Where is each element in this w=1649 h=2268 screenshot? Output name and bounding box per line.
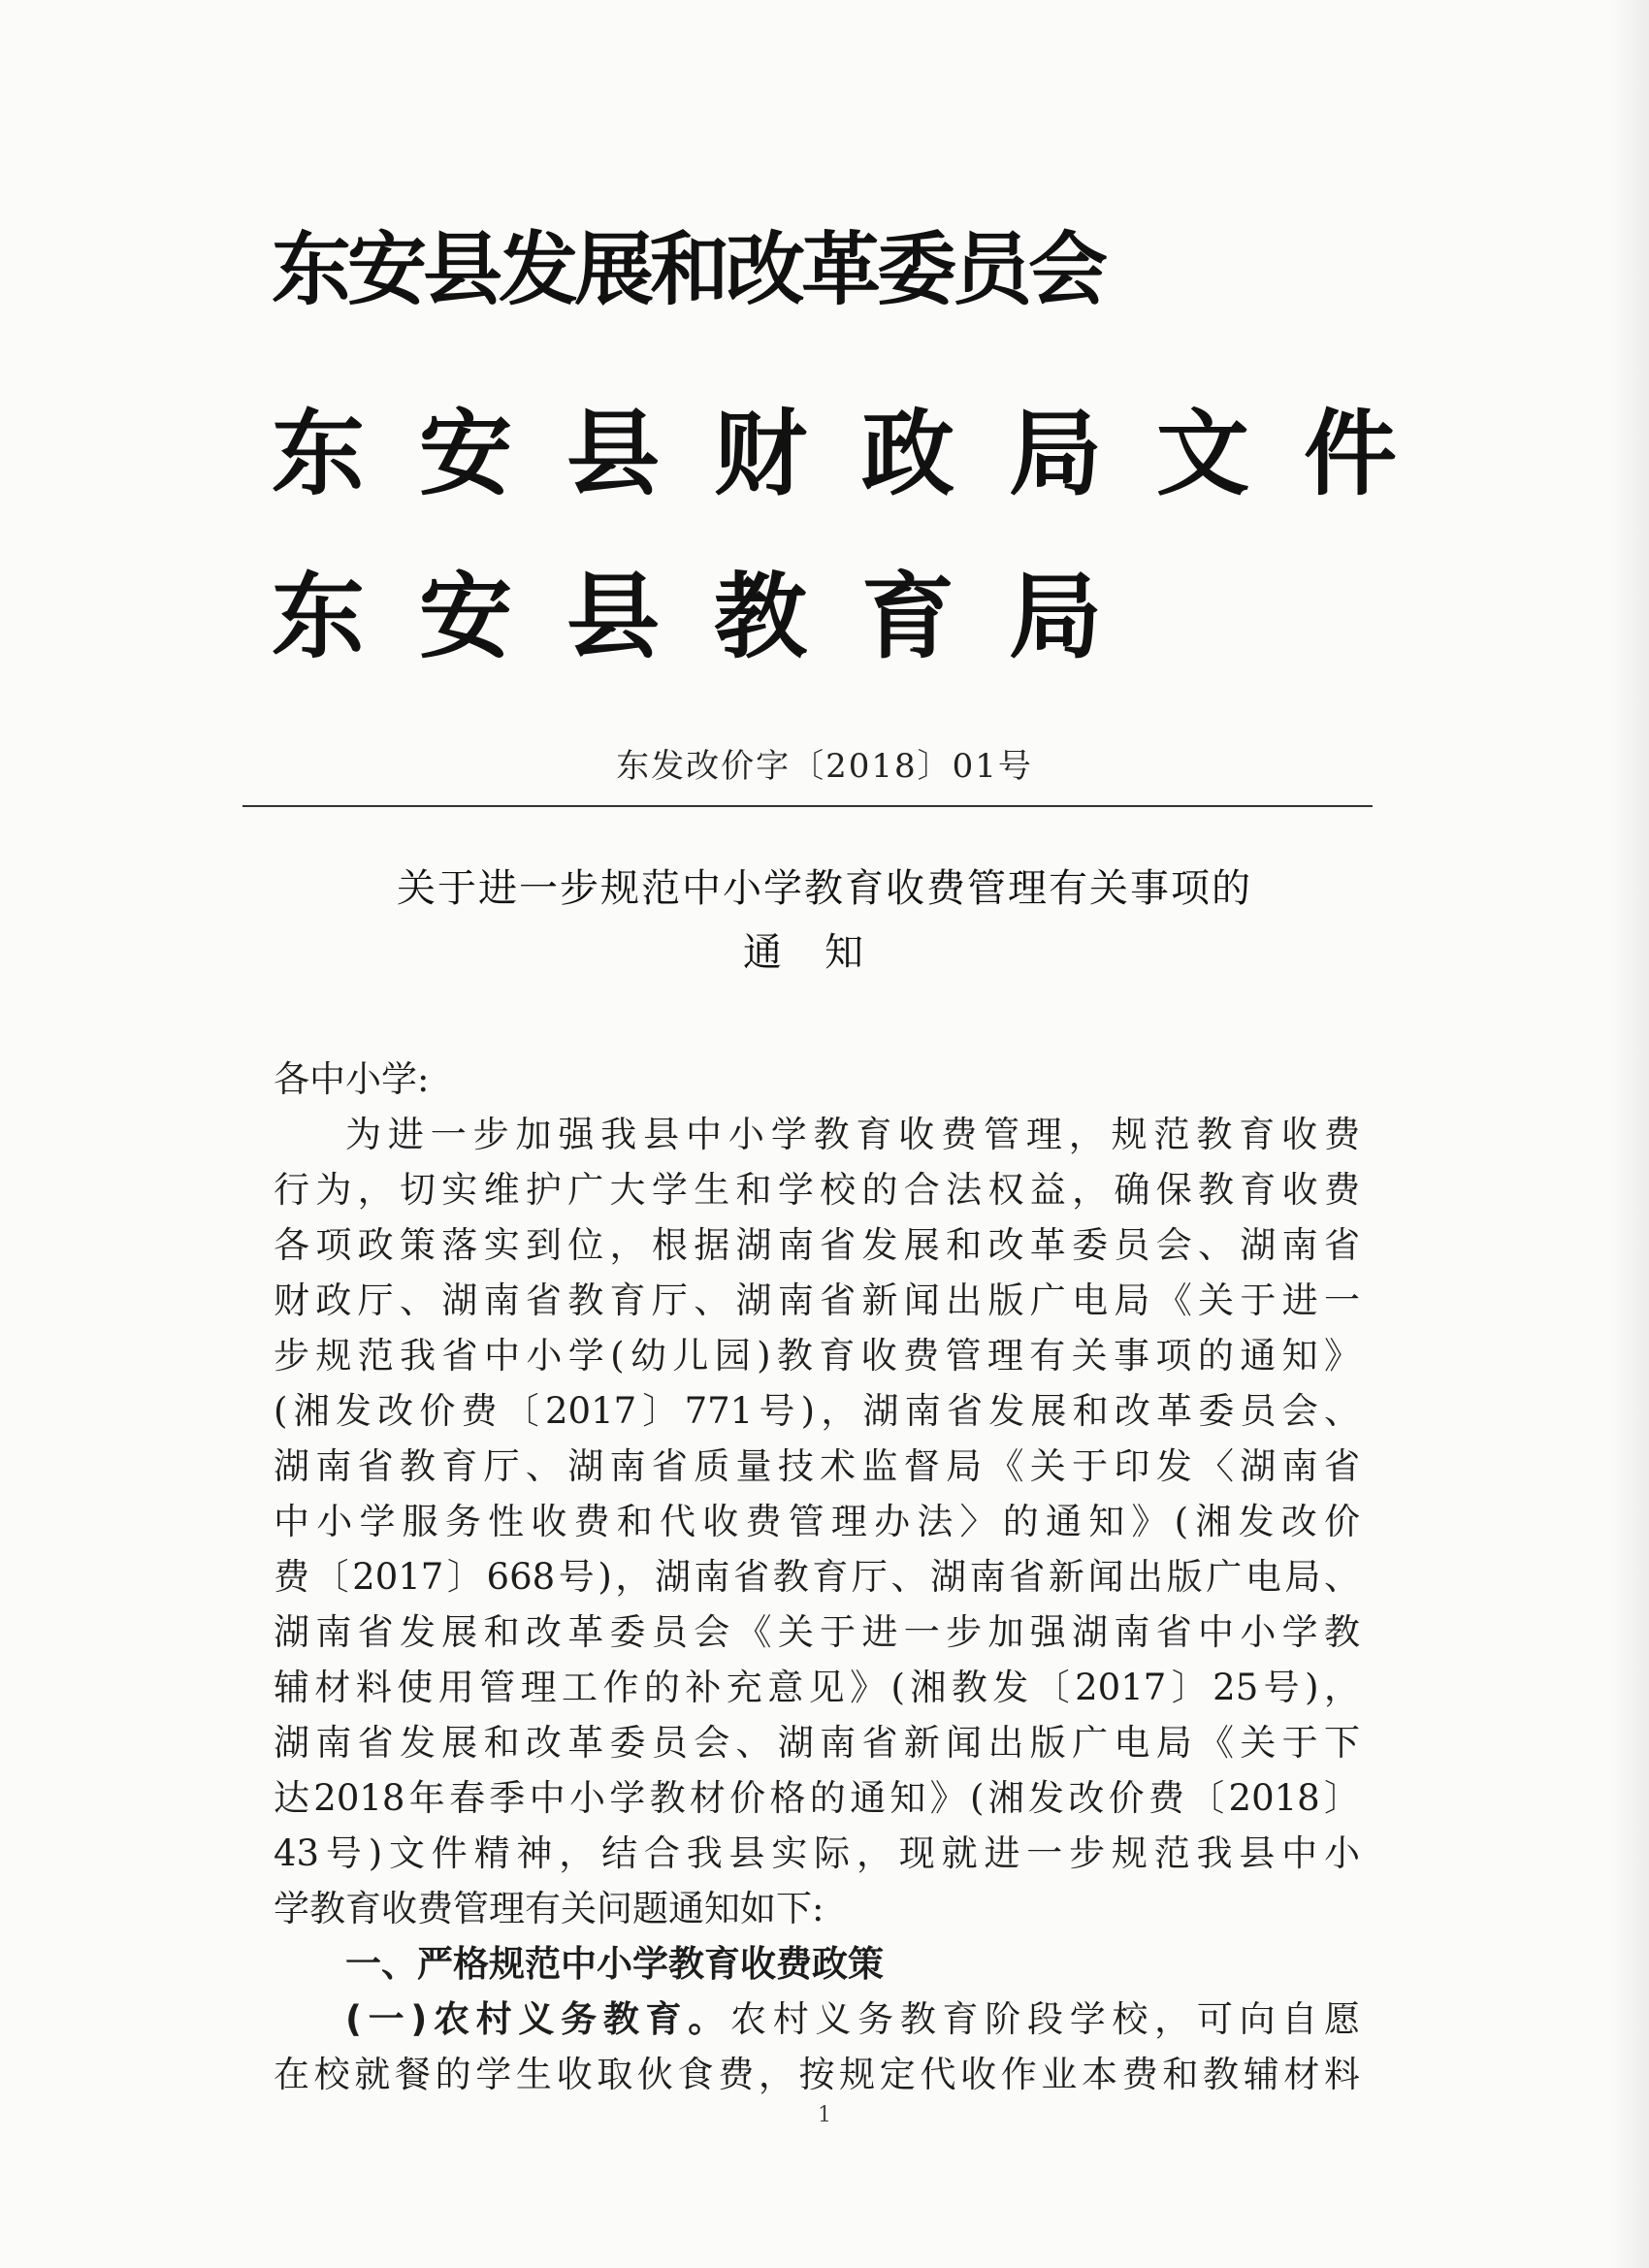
salutation: 各中小学: [274,1058,430,1100]
paragraph-line: 辅材料使用管理工作的补充意见》(湘教发〔2017〕25号)， [274,1667,1360,1708]
header-separator-rule [242,805,1373,807]
paragraph-line: 43号)文件精神，结合我县实际，现就进一步规范我县中小 [274,1832,1360,1874]
paragraph-line: 各项政策落实到位，根据湖南省发展和改革委员会、湖南省 [274,1224,1360,1266]
paragraph-line: 财政厅、湖南省教育厅、湖南省新闻出版广电局《关于进一 [274,1280,1360,1321]
paragraph-line: 中小学服务性收费和代收费管理办法〉的通知》(湘发改价 [274,1501,1360,1542]
paragraph-line: 湖南省发展和改革委员会《关于进一步加强湖南省中小学教 [274,1611,1360,1653]
paragraph-line: 步规范我省中小学(幼儿园)教育收费管理有关事项的通知》 [274,1335,1360,1377]
document-body [274,1052,1360,2102]
paragraph-line: 学教育收费管理有关问题通知如下: [274,1888,824,1929]
paragraph-line: 湖南省教育厅、湖南省质量技术监督局《关于印发〈湖南省 [274,1445,1360,1487]
issuer-header-line-1: 东安县发展和改革委员会 [272,224,1105,316]
issuer-header-line-3: 东安县教育局 [272,563,1156,671]
section-heading: 一、严格规范中小学教育收费政策 [345,1943,884,1985]
document-title-line-1: 关于进一步规范中小学教育收费管理有关事项的 [397,866,1252,911]
paragraph-line: 费〔2017〕668号)，湖南省教育厅、湖南省新闻出版广电局、 [274,1556,1360,1598]
paragraph-line: 为进一步加强我县中小学教育收费管理，规范教育收费 [345,1114,1360,1155]
item-text: 农村义务教育阶段学校，可向自愿 [729,1998,1361,2040]
paragraph-line: (湘发改价费〔2017〕771号)，湖南省发展和改革委员会、 [274,1390,1360,1432]
page-number: 1 [818,2103,831,2127]
document-number: 东发改价字〔2018〕01号 [616,747,1033,786]
paragraph-line: 湖南省发展和改革委员会、湖南省新闻出版广电局《关于下 [274,1722,1360,1764]
paragraph-line: 行为，切实维护广大学生和学校的合法权益，确保教育收费 [274,1169,1360,1211]
scan-edge-shadow [1610,0,1649,2268]
issuer-header-line-2: 东安县财政局文件 [272,400,1451,508]
document-title-line-2: 通知 [743,930,906,975]
item-line: 在校就餐的学生收取伙食费，按规定代收作业本费和教辅材料 [274,2054,1360,2095]
item-label: (一)农村义务教育。 [345,1998,730,2040]
item-line [274,1992,1360,2047]
paragraph-line: 达2018年春季中小学教材价格的通知》(湘发改价费〔2018〕 [274,1777,1360,1819]
